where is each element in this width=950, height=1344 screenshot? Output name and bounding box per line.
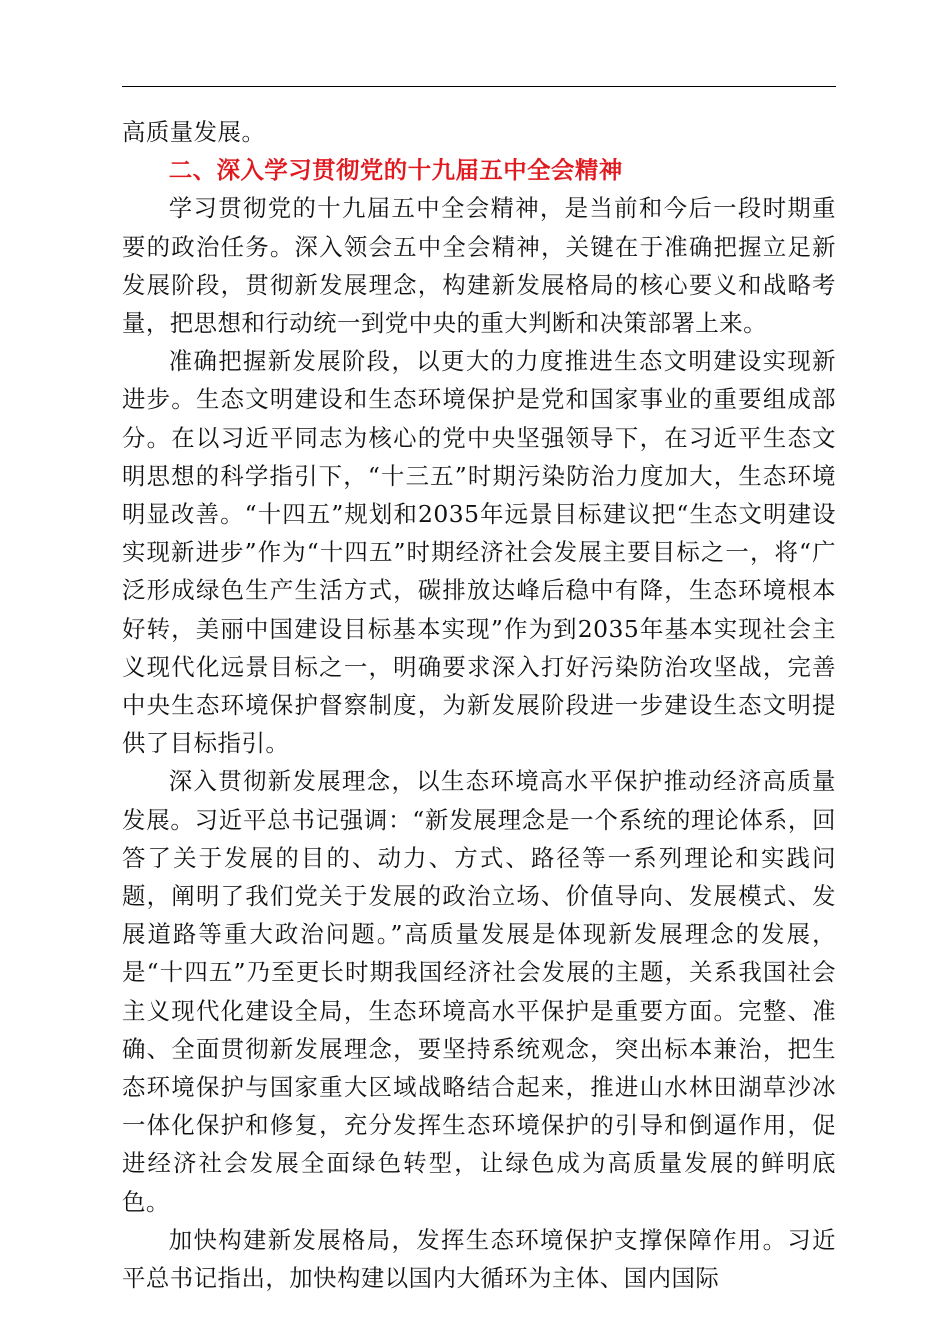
paragraph-3: 深入贯彻新发展理念，以生态环境高水平保护推动经济高质量发展。习近平总书记强调：“新发展理念是一个系统的理论体系，回答了关于发展的目的、动力、方式、路径等一系列理论和实践问题，阐明了我们党关于发展的政治立场、价值导向、发展模式、发展道路等重大政治问题。”高质量发展是体现新发展理念的发展，是“十四五”乃至更长时期我国经济社会发展的主题，关系我国社会主义现代化建设全局，生态环境高水平保护是重要方面。完整、准确、全面贯彻新发展理念，要坚持系统观念，突出标本兼治，把生态环境保护与国家重大区域战略结合起来，推进山水林田湖草沙冰一体化保护和修复，充分发挥生态环境保护的引导和倒逼作用，促进经济社会发展全面绿色转型，让绿色成为高质量发展的鲜明底色。 xyxy=(122,767,836,1216)
paragraph-2: 准确把握新发展阶段，以更大的力度推进生态文明建设实现新进步。生态文明建设和生态环境保护是党和国家事业的重要组成部分。在以习近平同志为核心的党中央坚强领导下，在习近平生态文明思想的科学指引下，“十三五”时期污染防治力度加大，生态环境明显改善。“十四五”规划和2035年远景目标建议把“生态文明建设实现新进步”作为“十四五”时期经济社会发展主要目标之一，将“广泛形成绿色生产生活方式，碳排放达峰后稳中有降，生态环境根本好转，美丽中国建设目标基本实现”作为到2035年基本实现社会主义现代化远景目标之一，明确要求深入打好污染防治攻坚战，完善中央生态环境保护督察制度，为新发展阶段进一步建设生态文明提供了目标指引。 xyxy=(122,347,836,758)
continuation-line: 高质量发展。 xyxy=(122,118,266,146)
paragraph-1: 学习贯彻党的十九届五中全会精神，是当前和今后一段时期重要的政治任务。深入领会五中全会精神，关键在于准确把握立足新发展阶段，贯彻新发展理念，构建新发展格局的核心要义和战略考量，把思想和行动统一到党中央的重大判断和决策部署上来。 xyxy=(122,194,836,338)
header-rule xyxy=(122,86,836,87)
paragraph-4: 加快构建新发展格局，发挥生态环境保护支撑保障作用。习近平总书记指出，加快构建以国内大循环为主体、国内国际 xyxy=(122,1225,836,1293)
section-heading: 二、深入学习贯彻党的十九届五中全会精神 xyxy=(168,156,623,185)
document-body xyxy=(122,113,836,1297)
